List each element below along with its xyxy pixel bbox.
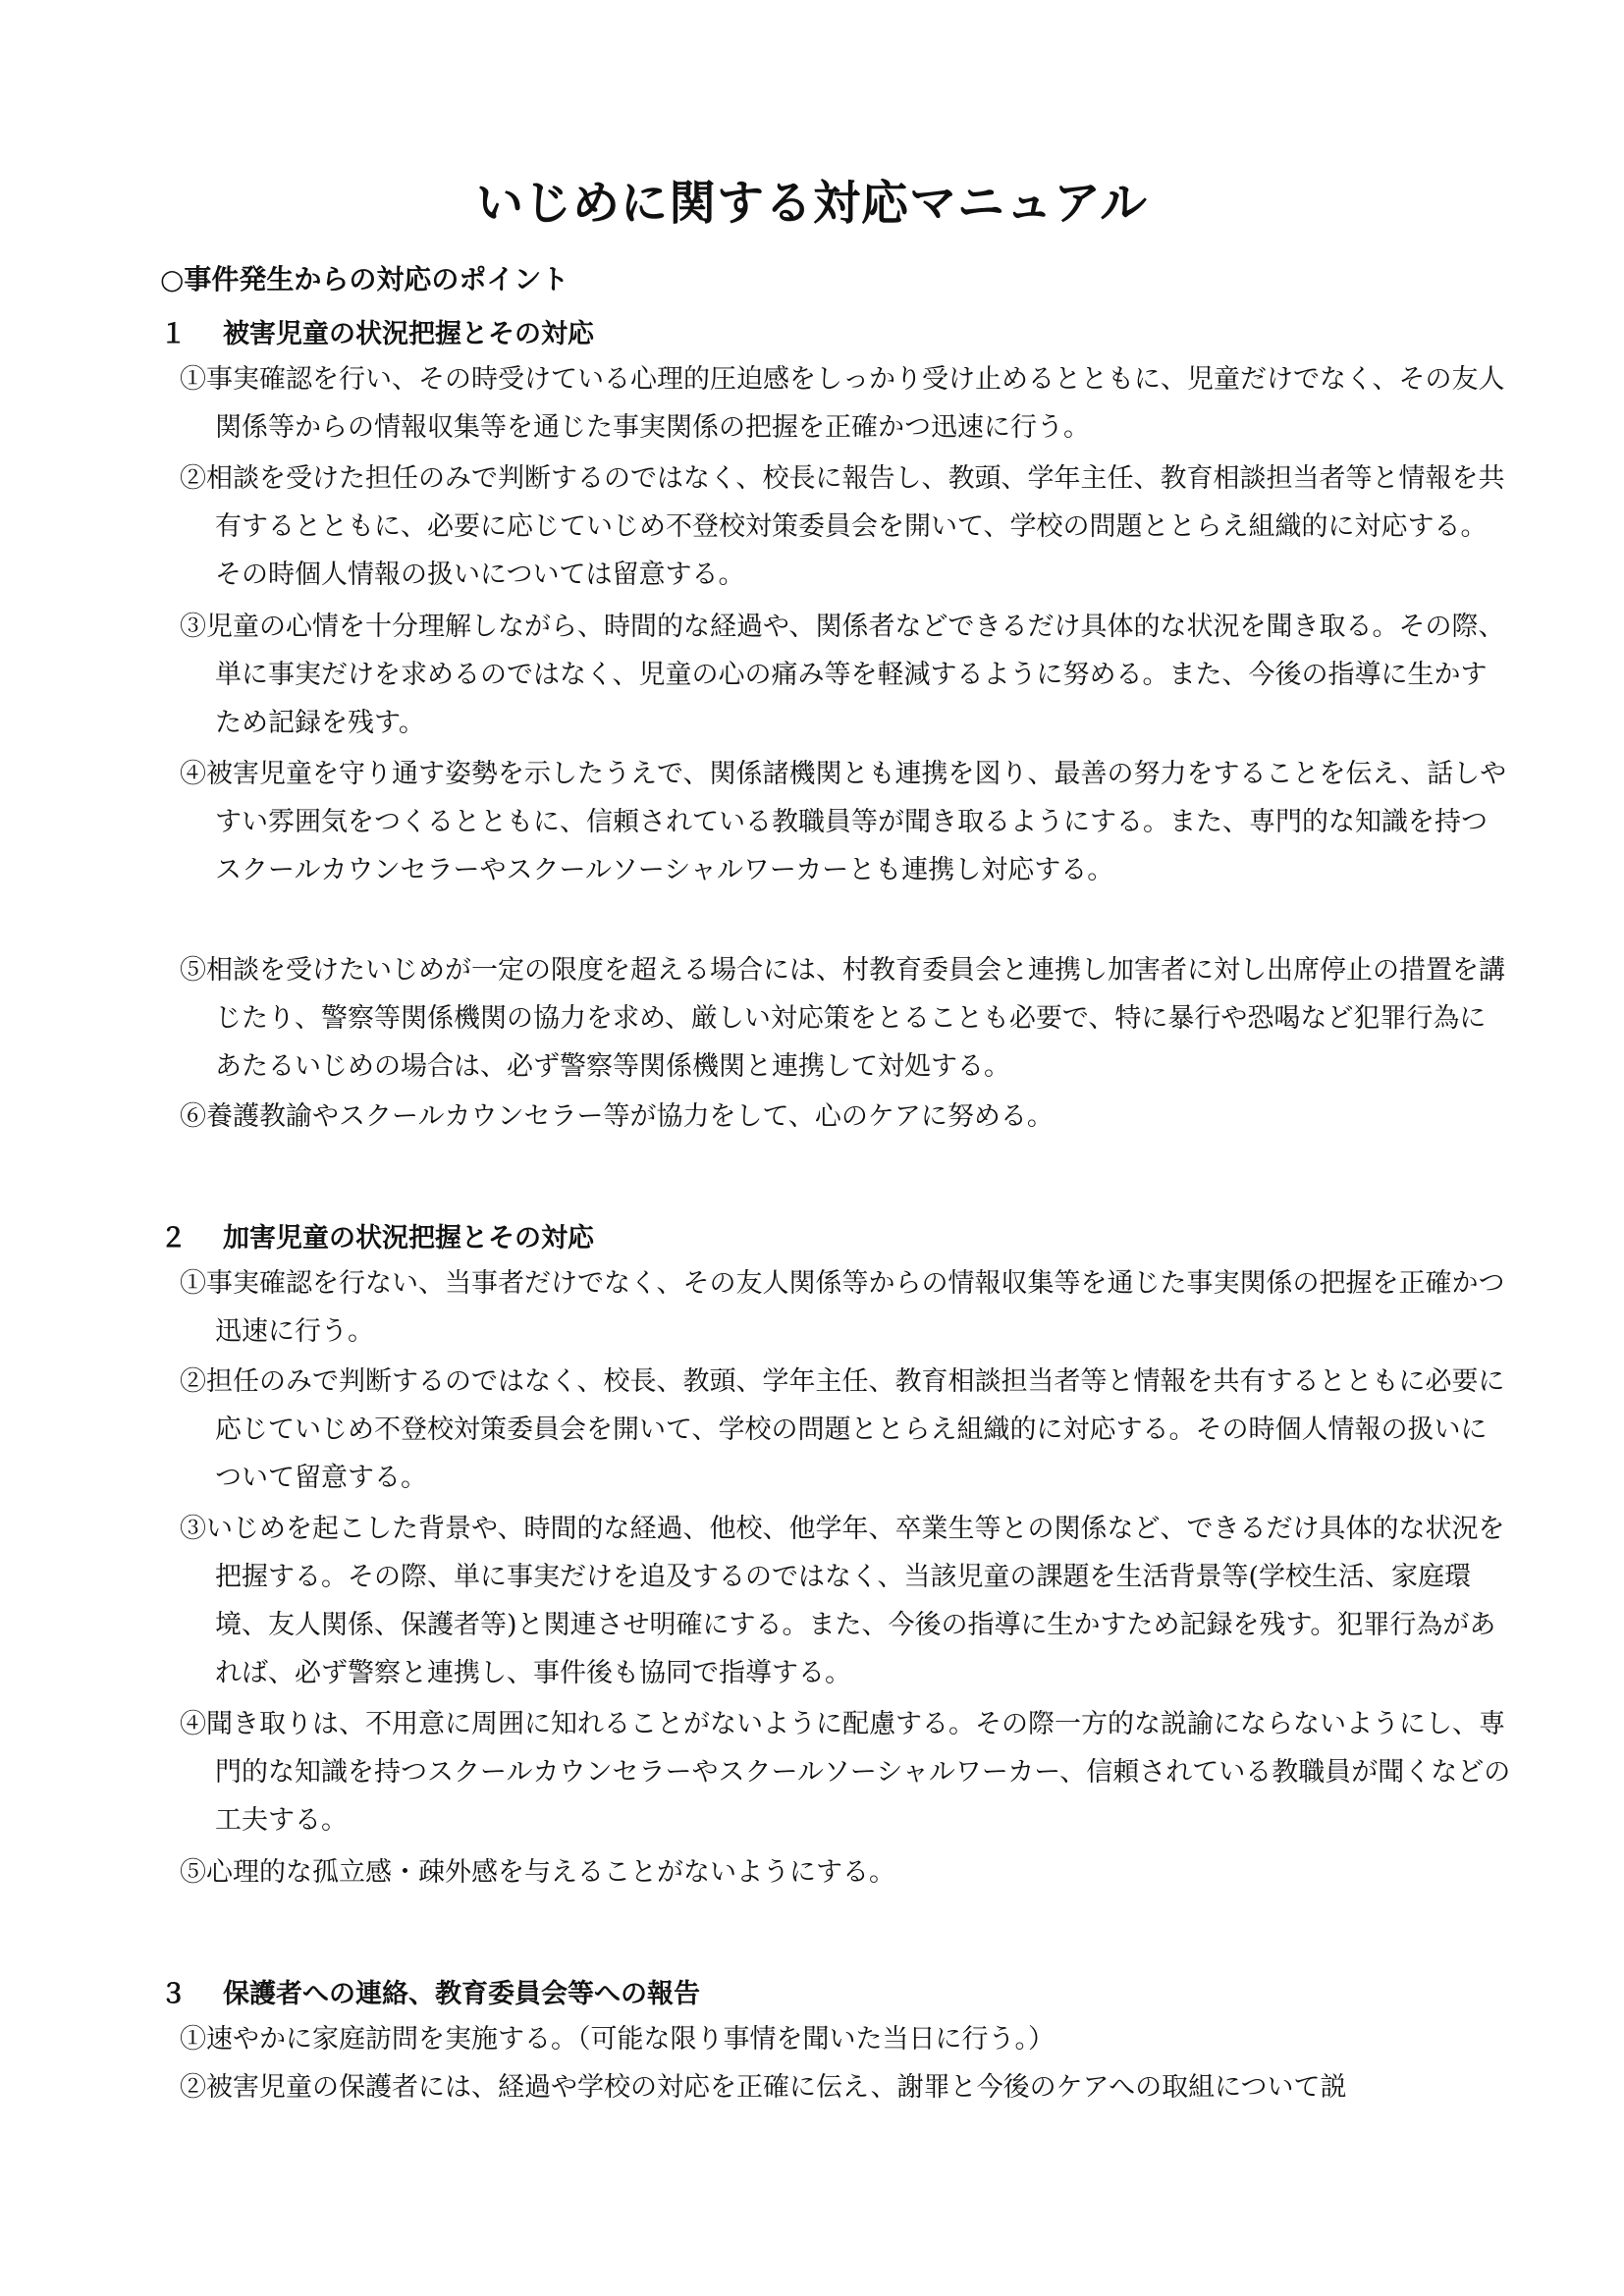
section-heading: [160, 1216, 594, 1255]
list-item: ①速やかに家庭訪問を実施する。（可能な限り事情を聞いた当日に行う。）: [180, 2024, 1055, 2055]
section-number: ２: [160, 1223, 187, 1254]
list-item: ④聞き取りは、不用意に周囲に知れることがないように配慮する。その際一方的な説諭にならないようにし、専門的な知識を持つスクールカウンセラーやスクールソーシャルワーカー、信頼されている教職員が聞くなどの工夫する。: [180, 1709, 1511, 1836]
list-item: ①事実確認を行い、その時受けている心理的圧迫感をしっかり受け止めるとともに、児童だけでなく、その友人関係等からの情報収集等を通じた事実関係の把握を正確かつ迅速に行う。: [180, 364, 1505, 443]
list-item: ②被害児童の保護者には、経過や学校の対応を正確に伝え、謝罪と今後のケアへの取組について説: [180, 2072, 1347, 2103]
section-heading-text: 加害児童の状況把握とその対応: [223, 1223, 594, 1254]
list-item: ①事実確認を行ない、当事者だけでなく、その友人関係等からの情報収集等を通じた事実関係の把握を正確かつ迅速に行う。: [180, 1268, 1505, 1347]
document-subtitle: ○事件発生からの対応のポイント: [160, 263, 569, 295]
list-item: ⑤心理的な孤立感・疎外感を与えることがないようにする。: [180, 1857, 895, 1888]
list-item: ⑤相談を受けたいじめが一定の限度を超える場合には、村教育委員会と連携し加害者に対し出席停止の措置を講じたり、警察等関係機関の協力を求め、厳しい対応策をとることも必要で、特に暴行や恐喝など犯罪行為にあたるいじめの場合は、必ず警察等関係機関と連携して対処する。: [180, 955, 1505, 1082]
list-item: ②担任のみで判断するのではなく、校長、教頭、学年主任、教育相談担当者等と情報を共有するとともに必要に応じていじめ不登校対策委員会を開いて、学校の問題ととらえ組織的に対応する。その時個人情報の扱いについて留意する。: [180, 1366, 1505, 1493]
section-number: １: [160, 319, 187, 349]
section-heading-text: 被害児童の状況把握とその対応: [223, 319, 594, 349]
section-number: ３: [160, 1979, 187, 2009]
section-heading-text: 保護者への連絡、教育委員会等への報告: [223, 1979, 700, 2009]
list-item: ②相談を受けた担任のみで判断するのではなく、校長に報告し、教頭、学年主任、教育相談担当者等と情報を共有するとともに、必要に応じていじめ不登校対策委員会を開いて、学校の問題ととらえ組織的に対応する。その時個人情報の扱いについては留意する。: [180, 463, 1505, 590]
list-item: ③いじめを起こした背景や、時間的な経過、他校、他学年、卒業生等との関係など、できるだけ具体的な状況を把握する。その際、単に事実だけを追及するのではなく、当該児童の課題を生活背景等(学校生活、家庭環境、友人関係、保護者等)と関連させ明確にする。また、今後の指導に生かすため記録を残す。犯罪行為があれば、必ず警察と連携し、事件後も協同で指導する。: [180, 1514, 1505, 1688]
list-item: ③児童の心情を十分理解しながら、時間的な経過や、関係者などできるだけ具体的な状況を聞き取る。その際、単に事実だけを求めるのではなく、児童の心の痛み等を軽減するように努める。また、今後の指導に生かすため記録を残す。: [180, 612, 1505, 738]
list-item: ⑥養護教諭やスクールカウンセラー等が協力をして、心のケアに努める。: [180, 1101, 1054, 1132]
section-heading: [160, 1972, 700, 2010]
list-item: ④被害児童を守り通す姿勢を示したうえで、関係諸機関とも連携を図り、最善の努力をすることを伝え、話しやすい雰囲気をつくるとともに、信頼されている教職員等が聞き取るようにする。また、専門的な知識を持つスクールカウンセラーやスクールソーシャルワーカーとも連携し対応する。: [180, 759, 1507, 885]
section-heading: [160, 312, 594, 350]
document-title: いじめに関する対応マニュアル: [475, 176, 1149, 231]
